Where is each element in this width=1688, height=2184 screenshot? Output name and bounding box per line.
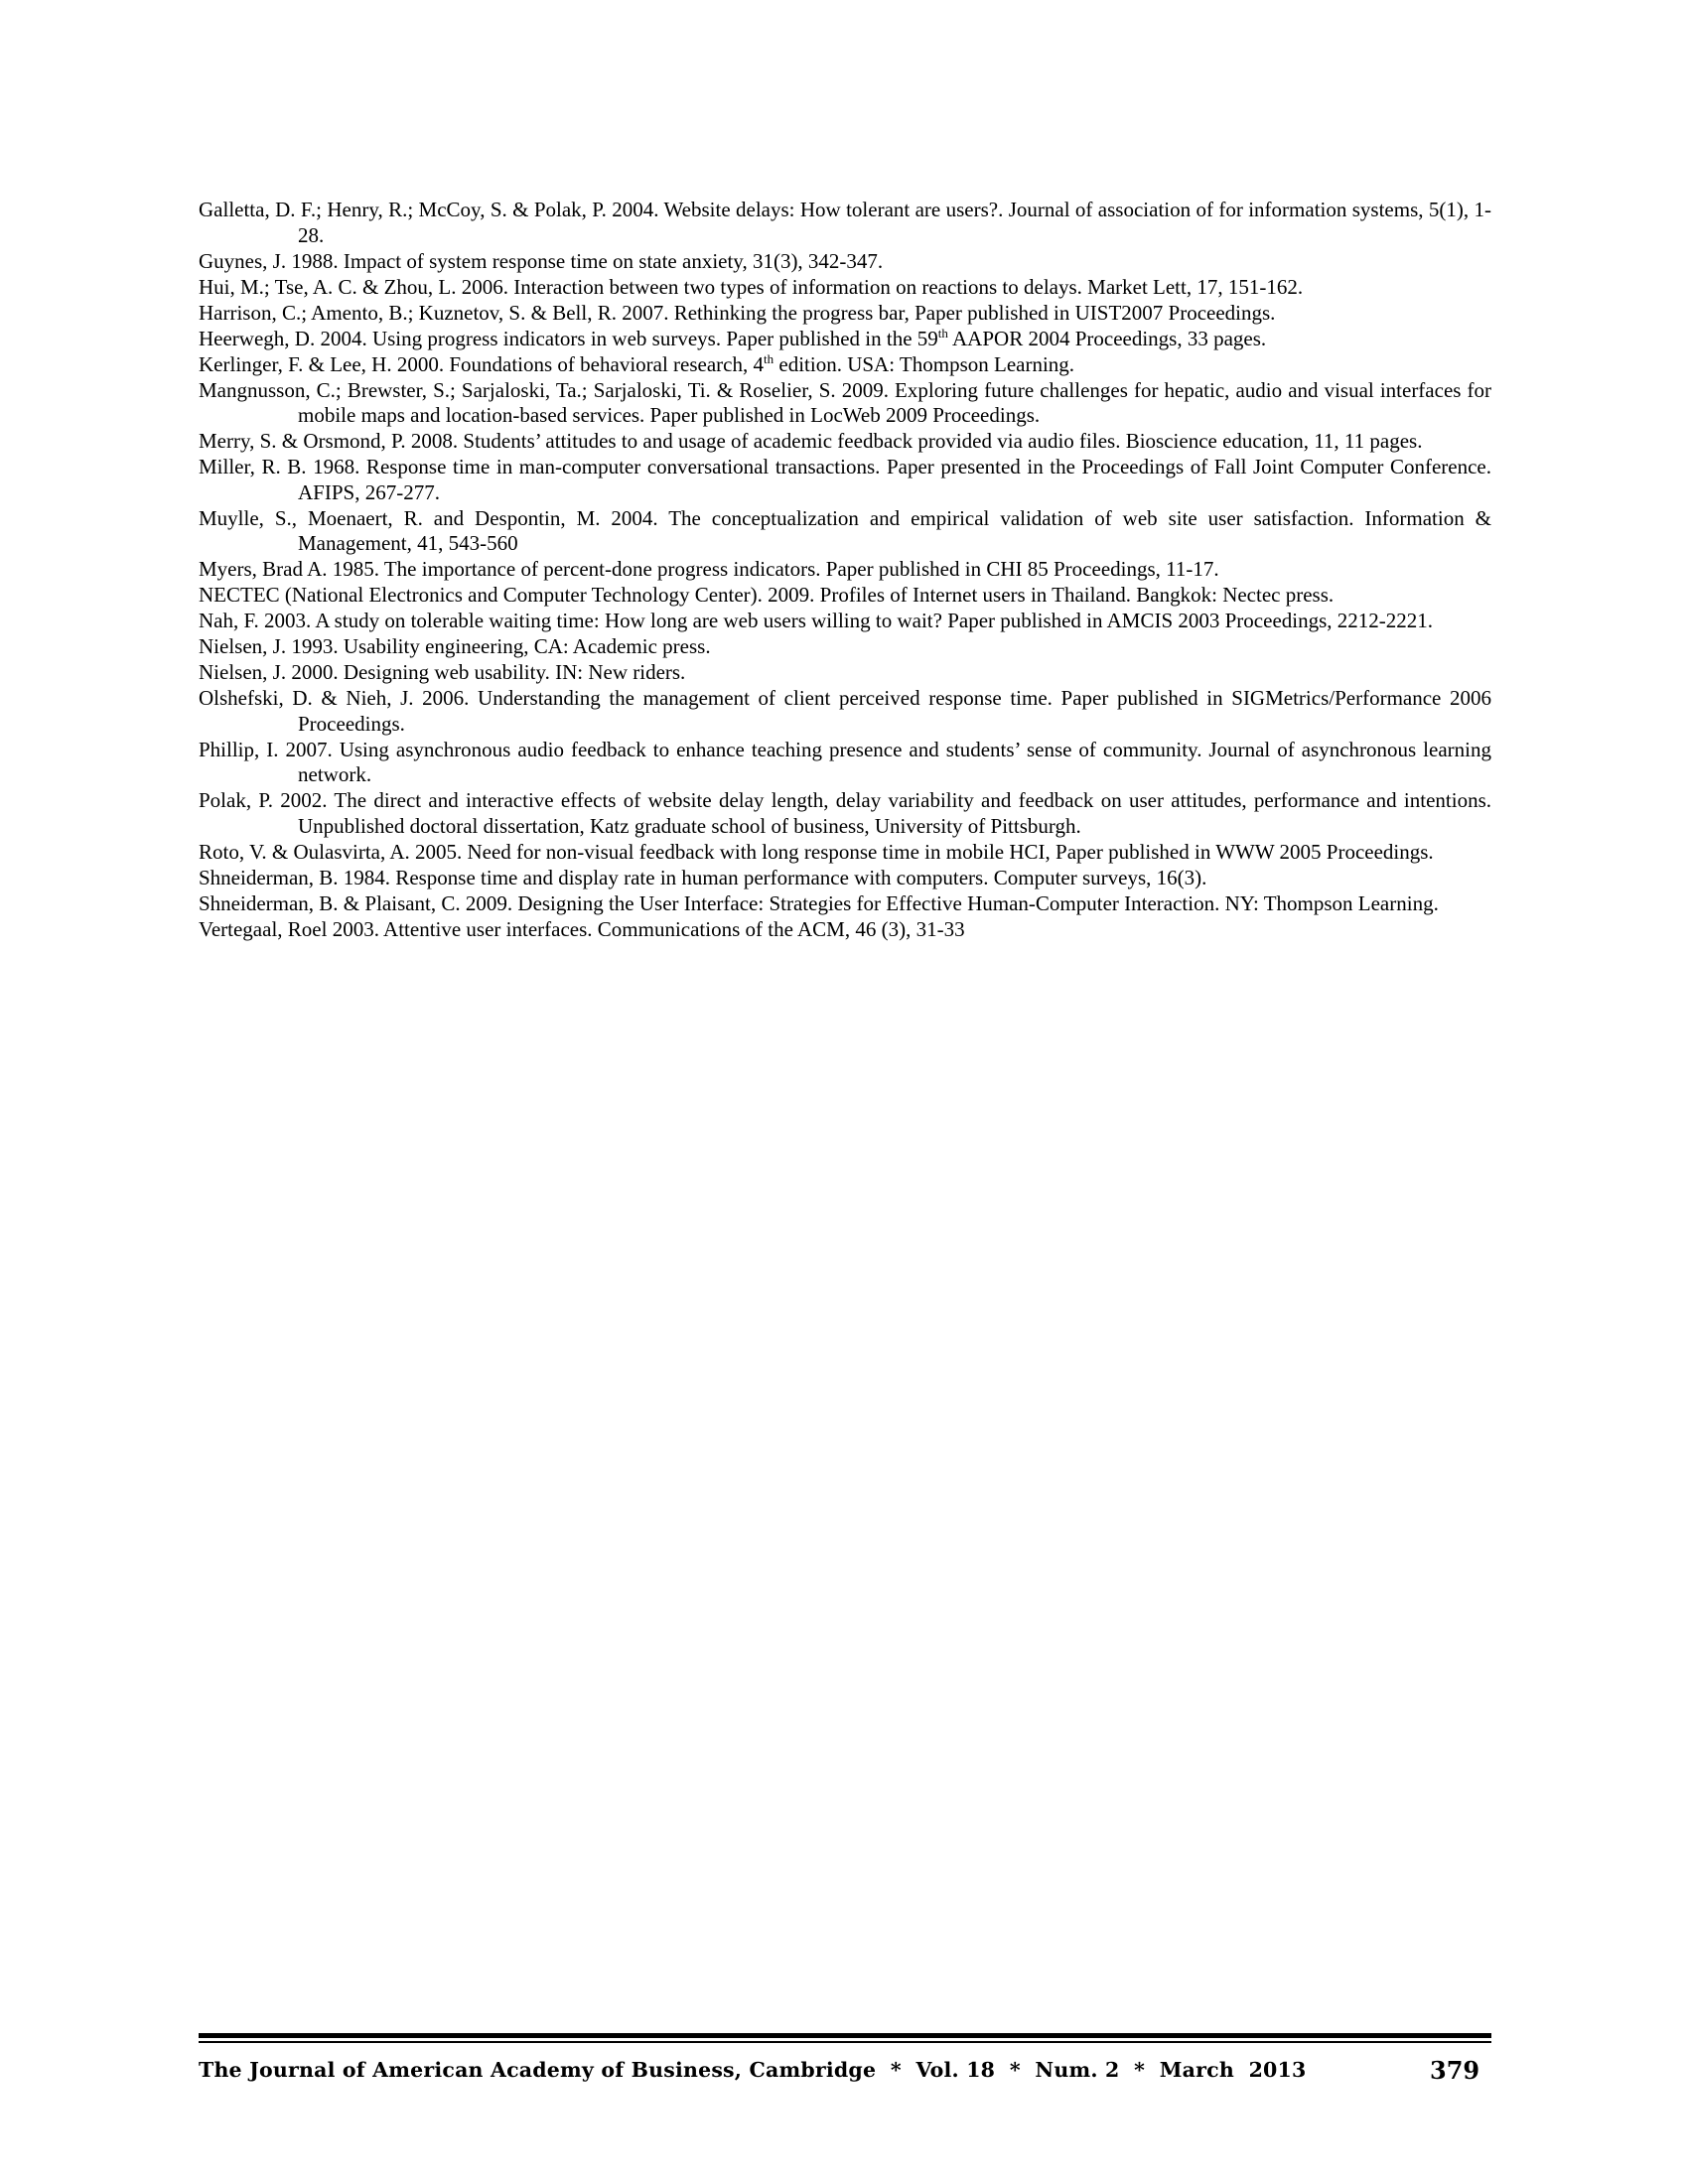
reference-item: Olshefski, D. & Nieh, J. 2006. Understanding the management of client perceived response time. Paper published in SIGMetrics/Performance 2006 Proceedings. bbox=[199, 686, 1491, 736]
reference-item: Roto, V. & Oulasvirta, A. 2005. Need for non-visual feedback with long response time in mobile HCI, Paper published in WWW 2005 Proceedings. bbox=[199, 839, 1434, 864]
reference-item: Guynes, J. 1988. Impact of system response time on state anxiety, 31(3), 342-347. bbox=[199, 248, 884, 273]
reference-item: Merry, S. & Orsmond, P. 2008. Students’ attitudes to and usage of academic feedback provided via audio files. Bioscience education, 11, 11 pages. bbox=[199, 429, 1423, 453]
reference-item: Nielsen, J. 1993. Usability engineering, CA: Academic press. bbox=[199, 634, 711, 658]
reference-text: edition. USA: Thompson Learning. bbox=[774, 351, 1075, 376]
page-number: 379 bbox=[1430, 2056, 1480, 2085]
reference-list bbox=[199, 198, 1491, 943]
reference-item: Mangnusson, C.; Brewster, S.; Sarjaloski, Ta.; Sarjaloski, Ti. & Roselier, S. 2009. Exploring future challenges for hepatic, audio and visual interfaces for mobile maps and location-based services. Paper published in LocWeb 2009 Proceedings. bbox=[199, 377, 1491, 427]
reference-text: Heerwegh, D. 2004. Using progress indicators in web surveys. Paper published in the 59 bbox=[199, 326, 938, 350]
reference-item: Shneiderman, B. 1984. Response time and display rate in human performance with computers. Computer surveys, 16(3). bbox=[199, 865, 1207, 889]
reference-item: Harrison, C.; Amento, B.; Kuznetov, S. & Bell, R. 2007. Rethinking the progress bar, Paper published in UIST2007 Proceedings. bbox=[199, 300, 1276, 325]
reference-text: Kerlinger, F. & Lee, H. 2000. Foundations of behavioral research, 4 bbox=[199, 351, 764, 376]
ordinal-superscript: th bbox=[937, 325, 948, 341]
reference-item: Miller, R. B. 1968. Response time in man-computer conversational transactions. Paper presented in the Proceedings of Fall Joint Computer Conference. AFIPS, 267-277. bbox=[199, 455, 1491, 504]
reference-item: Muylle, S., Moenaert, R. and Despontin, M. 2004. The conceptualization and empirical validation of web site user satisfaction. Information & Management, 41, 543-560 bbox=[199, 505, 1491, 555]
reference-item: Shneiderman, B. & Plaisant, C. 2009. Designing the User Interface: Strategies for Effective Human-Computer Interaction. NY: Thompson Learning. bbox=[199, 890, 1439, 915]
reference-item: Myers, Brad A. 1985. The importance of percent-done progress indicators. Paper published in CHI 85 Proceedings, 11-17. bbox=[199, 557, 1219, 581]
reference-item: Polak, P. 2002. The direct and interactive effects of website delay length, delay variability and feedback on user attitudes, performance and intentions. Unpublished doctoral dissertation, Katz graduate school of business, University of Pittsburgh. bbox=[199, 788, 1491, 838]
ordinal-superscript: th bbox=[764, 350, 774, 366]
reference-item: NECTEC (National Electronics and Computer Technology Center). 2009. Profiles of Internet users in Thailand. Bangkok: Nectec press. bbox=[199, 583, 1335, 607]
reference-item: Nielsen, J. 2000. Designing web usability. IN: New riders. bbox=[199, 660, 686, 684]
footer-rule-thin bbox=[199, 2041, 1491, 2043]
footer-journal-title: The Journal of American Academy of Business, Cambridge * Vol. 18 * Num. 2 * March 2013 bbox=[199, 2058, 1307, 2082]
reference-item: Galletta, D. F.; Henry, R.; McCoy, S. & Polak, P. 2004. Website delays: How tolerant are users?. Journal of association of for information systems, 5(1), 1-28. bbox=[199, 198, 1491, 247]
footer-rule-thick bbox=[199, 2033, 1491, 2038]
reference-item: Vertegaal, Roel 2003. Attentive user interfaces. Communications of the ACM, 46 (3), 31-33 bbox=[199, 916, 965, 941]
reference-text: AAPOR 2004 Proceedings, 33 pages. bbox=[947, 326, 1267, 350]
reference-item bbox=[199, 327, 1491, 352]
reference-item: Phillip, I. 2007. Using asynchronous audio feedback to enhance teaching presence and students’ sense of community. Journal of asynchronous learning network. bbox=[199, 737, 1491, 786]
reference-item: Hui, M.; Tse, A. C. & Zhou, L. 2006. Interaction between two types of information on reactions to delays. Market Lett, 17, 151-162. bbox=[199, 274, 1304, 299]
reference-item: Nah, F. 2003. A study on tolerable waiting time: How long are web users willing to wait? Paper published in AMCIS 2003 Proceedings, 2212-2221. bbox=[199, 609, 1434, 632]
reference-item bbox=[199, 352, 1491, 378]
